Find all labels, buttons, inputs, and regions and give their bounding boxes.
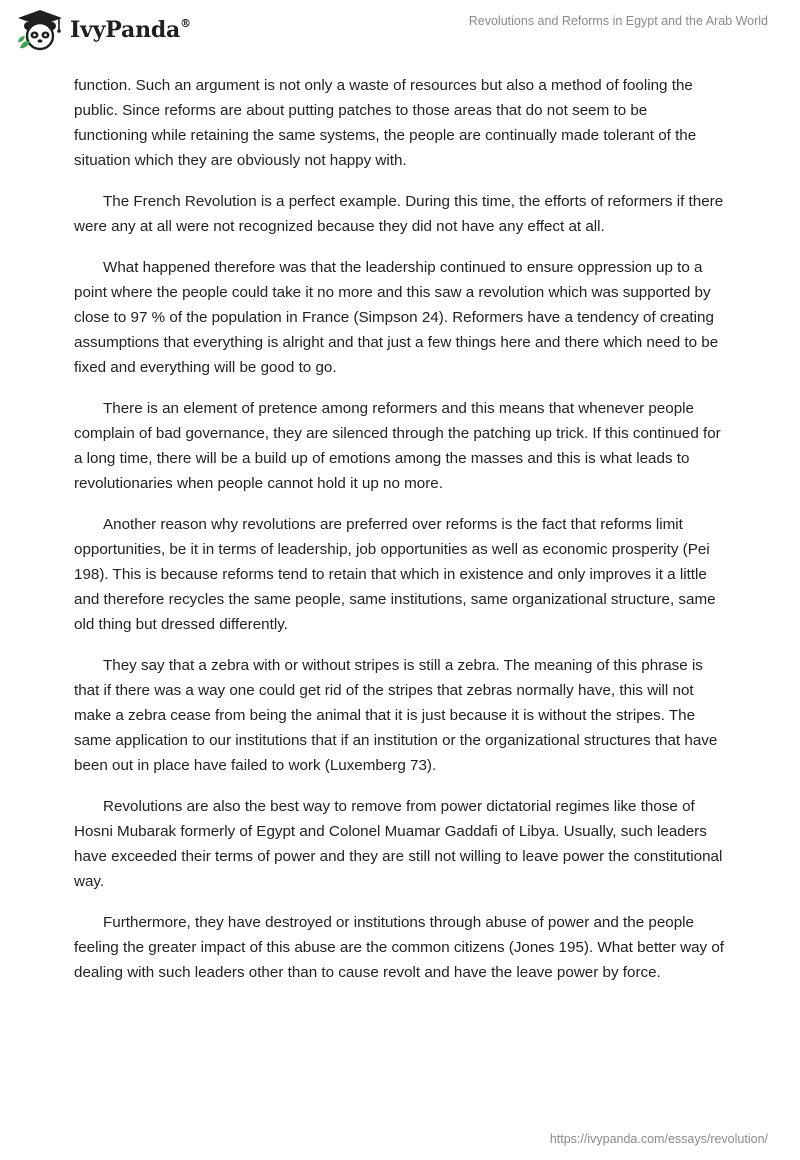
paragraph-8: Furthermore, they have destroyed or institutions through abuse of power and the people feeling the greater impact of this abuse are the common citizens (Jones 195). What better way of dealing with such leaders other than to cause revolt and have the leave power by force. — [74, 914, 725, 981]
document-title: Revolutions and Reforms in Egypt and the Arab World — [468, 14, 768, 28]
brand-name — [70, 17, 191, 43]
brand-label: IvyPanda — [70, 17, 181, 43]
paragraph-7: Revolutions are also the best way to remove from power dictatorial regimes like those of Hosni Mubarak formerly of Egypt and Colonel Muamar Gaddafi of Libya. Usually, such leaders have exceeded their terms of power and they are still not willing to leave power the constitutional way. — [74, 798, 723, 890]
paragraph-6: They say that a zebra with or without stripes is still a zebra. The meaning of this phrase is that if there was a way one could get rid of the stripes that zebras normally have, this will not make a zebra cease from being the animal that it is just because it is without the stripes. The same application to our institutions that if an institution or the organizational structures that have been out in place have failed to work (Luxemberg 73). — [74, 657, 718, 774]
registered-mark: ® — [180, 16, 191, 30]
paragraph-1: function. Such an argument is not only a waste of resources but also a method of fooling the public. Since reforms are about putting patches to those areas that do not seem to be functioning while retaining the same systems, the people are continually made tolerant of the situation which they are obviously not happy with. — [74, 77, 697, 169]
essay-body — [74, 73, 724, 1001]
ivypanda-logo[interactable] — [16, 8, 191, 52]
paragraph-4: There is an element of pretence among reformers and this means that whenever people complain of bad governance, they are silenced through the patching up trick. If this continued for a long time, there will be a build up of emotions among the masses and this is what leads to revolutionaries when people cannot hold it up no more. — [74, 400, 721, 492]
page-header — [0, 0, 800, 70]
paragraph-5: Another reason why revolutions are preferred over reforms is the fact that reforms limit opportunities, be it in terms of leadership, job opportunities as well as economic prosperity (Pei 198). This is because reforms tend to retain that which in existence and only improves it a little and therefore recycles the same people, same institutions, same organizational structure, same old thing but dressed differently. — [74, 516, 716, 633]
paragraph-2: The French Revolution is a perfect example. During this time, the efforts of reformers if there were any at all were not recognized because they did not have any effect at all. — [74, 193, 724, 235]
panda-graduate-icon — [16, 8, 64, 52]
paragraph-3: What happened therefore was that the leadership continued to ensure oppression up to a point where the people could take it no more and this saw a revolution which was supported by close to 97 % of the population in France (Simpson 24). Reformers have a tendency of creating assumptions that everything is alright and that just a few things here and there which need to be fixed and everything will be good to go. — [74, 259, 719, 376]
source-url-link[interactable]: https://ivypanda.com/essays/revolution/ — [549, 1132, 768, 1146]
